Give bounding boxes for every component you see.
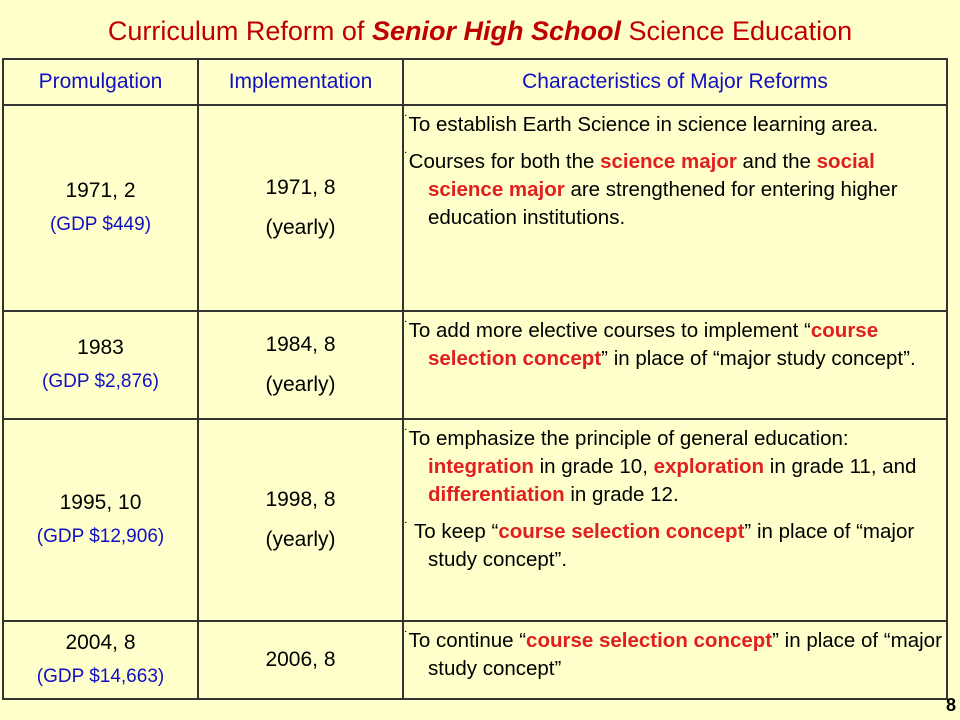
- gdp-value: (GDP $12,906): [36, 526, 165, 547]
- reform-bullet: ˙To emphasize the principle of general education: integration in grade 10, exploration in grade 11, and differentiation in grade 12.: [404, 426, 917, 506]
- implementation-cell: [198, 311, 403, 419]
- implementation-date: 1971, 8: [265, 176, 336, 199]
- implementation-cell: [198, 105, 403, 311]
- promulgation-cell: [3, 621, 198, 699]
- gdp-value: (GDP $2,876): [42, 371, 159, 392]
- promulgation-date: 2004, 8: [65, 631, 136, 654]
- reform-bullet: ˙Courses for both the science major and the social science major are strengthened for entering higher education institutions.: [404, 149, 898, 229]
- header-promulgation: Promulgation: [3, 59, 198, 105]
- header-characteristics: Characteristics of Major Reforms: [403, 59, 947, 105]
- implementation-cycle: (yearly): [265, 373, 336, 396]
- reform-bullet: ˙ To keep “course selection concept” in place of “major study concept”.: [404, 519, 915, 571]
- characteristics-cell: [403, 621, 947, 699]
- promulgation-date: 1983: [77, 336, 124, 359]
- table-row: [3, 105, 947, 311]
- implementation-cycle: (yearly): [265, 216, 336, 239]
- promulgation-cell: [3, 419, 198, 621]
- reform-bullet: ˙To add more elective courses to implement “course selection concept” in place of “major study concept”.: [404, 318, 916, 370]
- implementation-cell: [198, 621, 403, 699]
- header-implementation: Implementation: [198, 59, 403, 105]
- characteristics-cell: [403, 311, 947, 419]
- promulgation-date: 1995, 10: [59, 491, 142, 514]
- page-number: 8: [945, 695, 956, 715]
- promulgation-date: 1971, 2: [65, 179, 136, 202]
- table-row: [3, 419, 947, 621]
- table-row: [3, 621, 947, 699]
- implementation-date: 1984, 8: [265, 333, 336, 356]
- promulgation-cell: [3, 311, 198, 419]
- implementation-cycle: (yearly): [265, 528, 336, 551]
- implementation-cell: [198, 419, 403, 621]
- header-row: [3, 59, 947, 105]
- characteristics-cell: [403, 105, 947, 311]
- characteristics-cell: [403, 419, 947, 621]
- reform-bullet: ˙To continue “course selection concept” in place of “major study concept”: [404, 628, 942, 680]
- reform-bullet: ˙To establish Earth Science in science learning area.: [404, 112, 879, 136]
- gdp-value: (GDP $14,663): [36, 666, 165, 687]
- implementation-date: 1998, 8: [265, 488, 336, 511]
- reform-table: [2, 58, 948, 700]
- implementation-date: 2006, 8: [265, 648, 336, 671]
- slide-title: Curriculum Reform of Senior High School Science Education: [107, 16, 853, 46]
- table-row: [3, 311, 947, 419]
- promulgation-cell: [3, 105, 198, 311]
- gdp-value: (GDP $449): [49, 214, 152, 235]
